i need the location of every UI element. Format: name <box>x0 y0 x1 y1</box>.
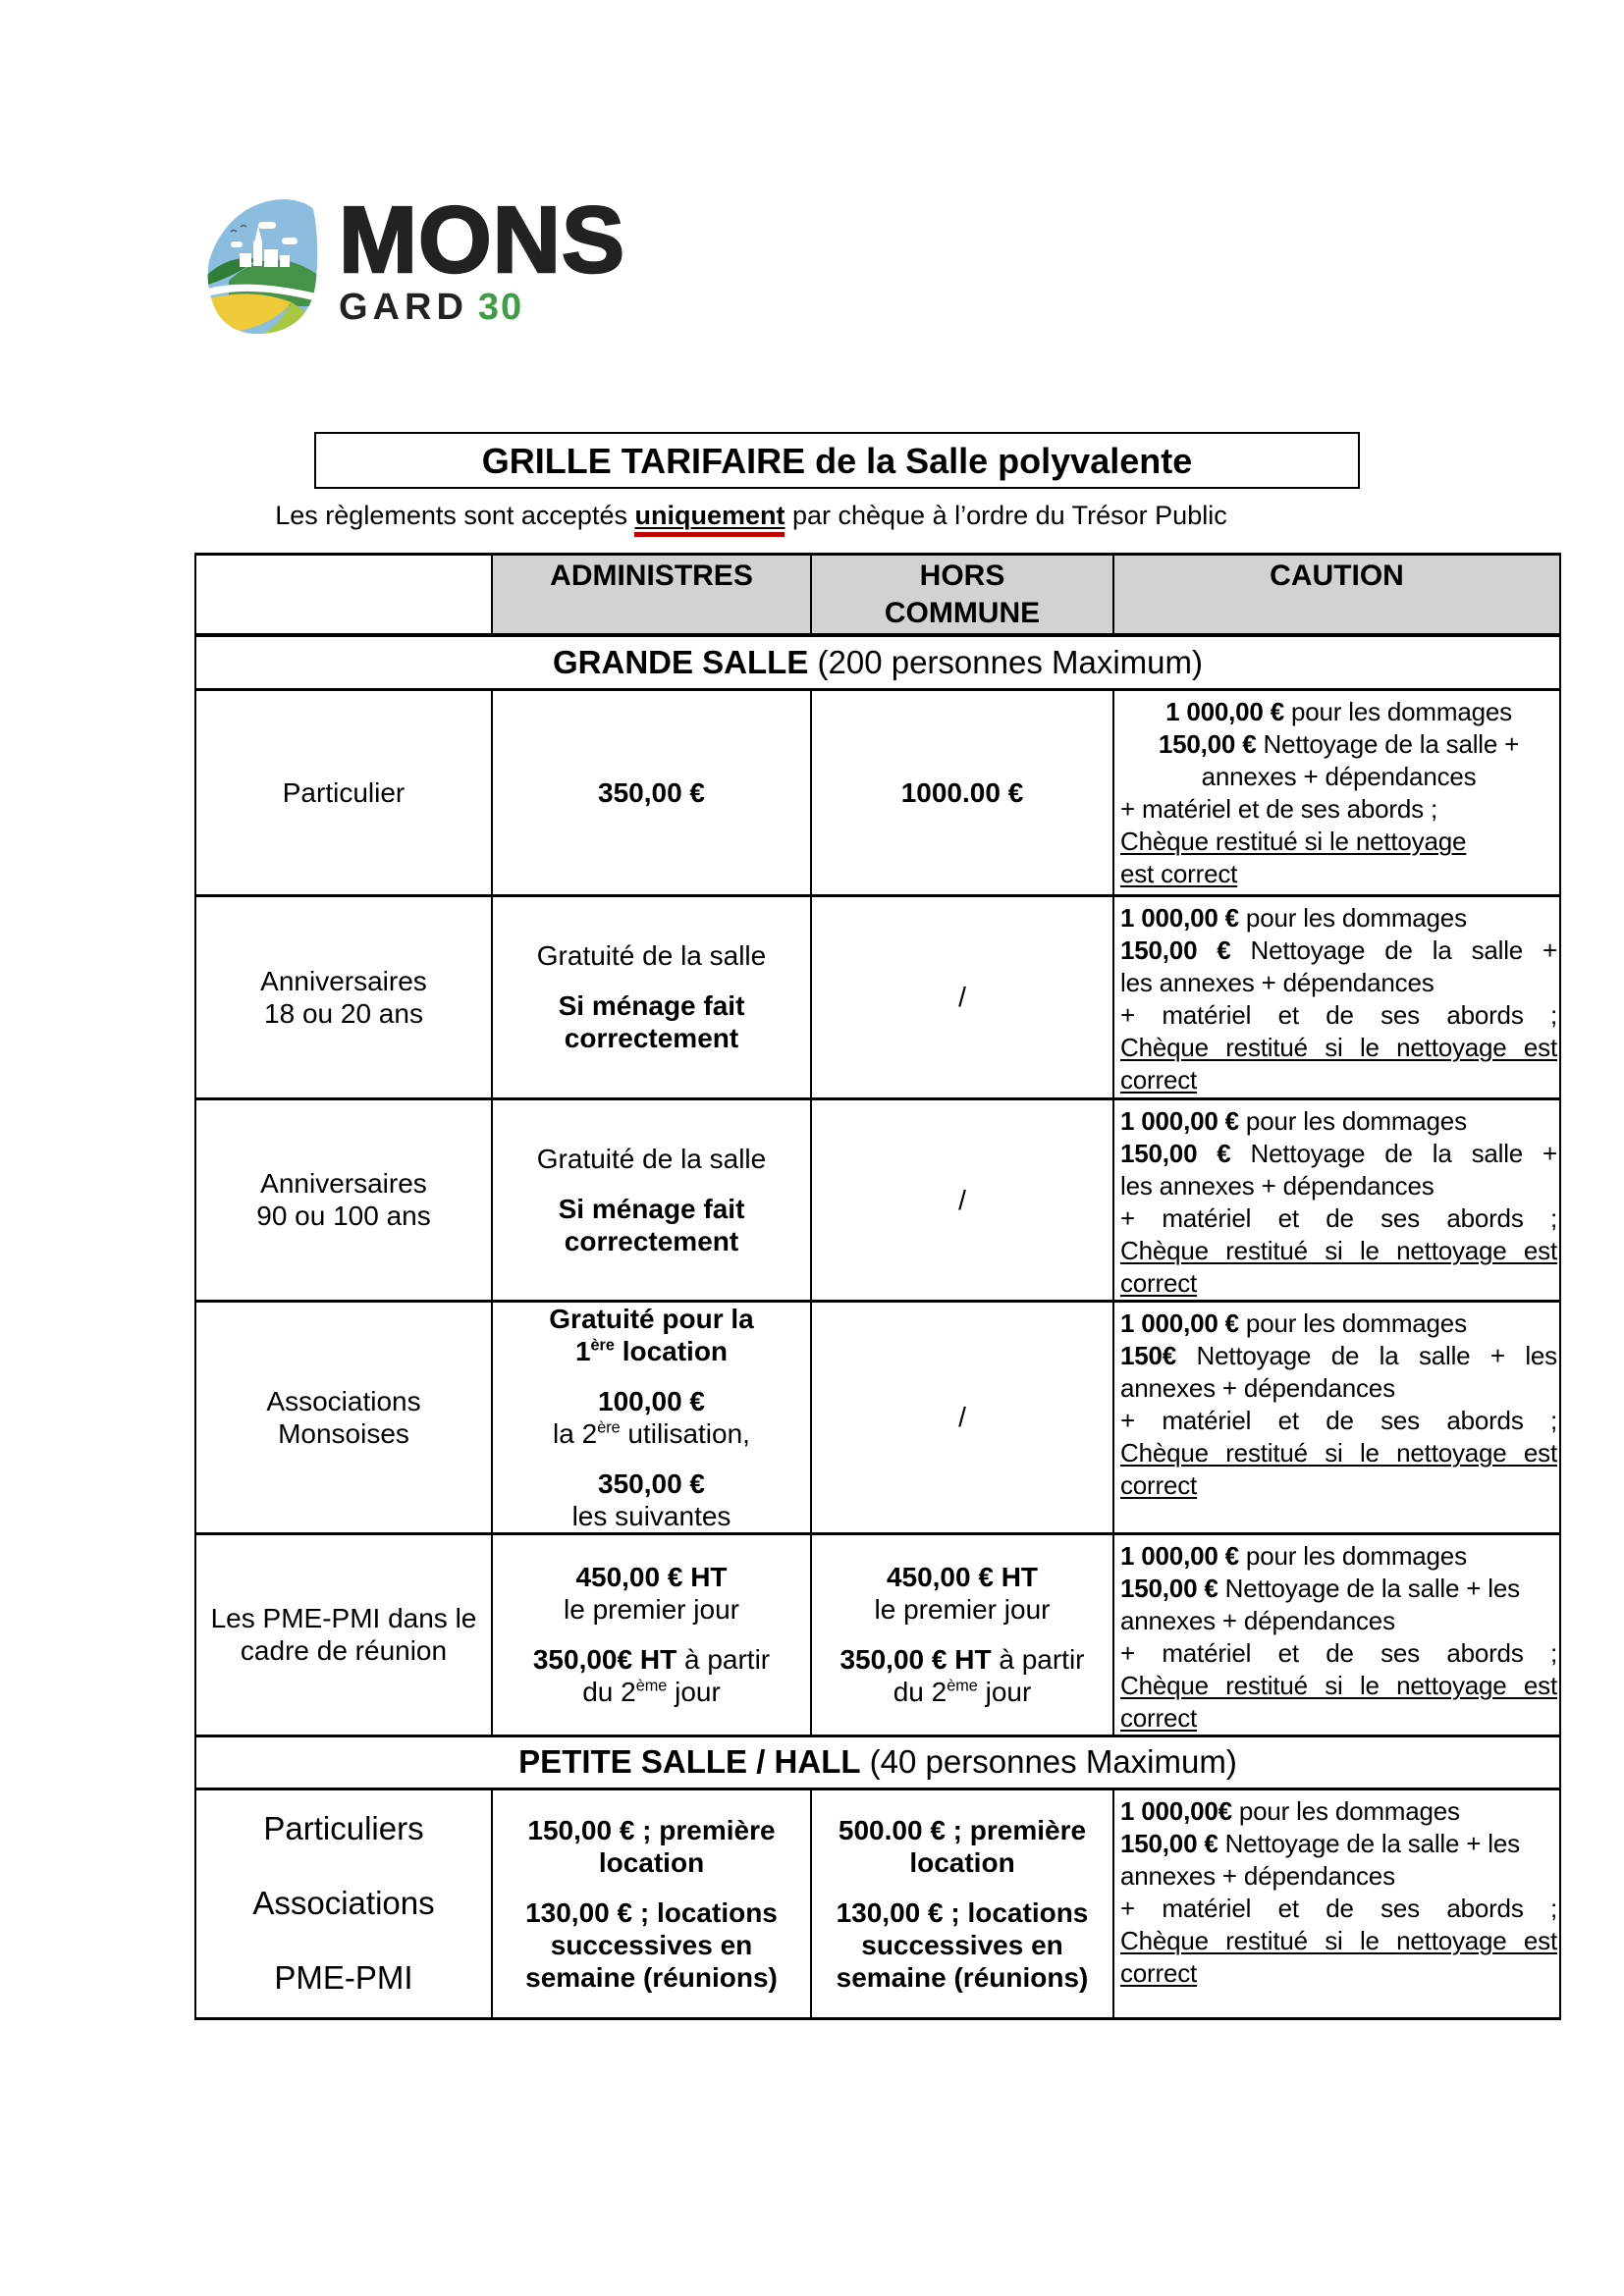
cell-grande-salle-1-hors-commune <box>811 895 1113 1098</box>
table-row <box>195 1098 1560 1301</box>
logo-department-number: 30 <box>477 287 524 328</box>
text-segment: Nettoyage de la salle + <box>1230 934 1558 965</box>
text-line <box>1120 696 1557 728</box>
text-segment: 150,00 € <box>1120 1828 1218 1858</box>
text-line: HORS <box>919 560 1005 592</box>
spacer <box>816 1626 1109 1643</box>
text-segment: Nettoyage de la salle + <box>1256 728 1520 759</box>
text-line <box>497 1961 806 1994</box>
spacer <box>200 1923 487 1941</box>
text-line <box>1120 1893 1557 1925</box>
text-segment: Nettoyage de la salle + les <box>1176 1340 1557 1370</box>
text-line <box>1120 1267 1557 1300</box>
text-line <box>497 939 806 972</box>
text-segment: utilisation, <box>620 1417 750 1449</box>
text-segment: 350,00€ HT <box>532 1644 677 1675</box>
text-line <box>497 1417 806 1450</box>
text-segment: Chèque restitué si le nettoyage est <box>1120 1032 1557 1062</box>
text-segment: GRANDE SALLE <box>553 643 809 680</box>
text-segment: à partir <box>991 1644 1085 1675</box>
text-line <box>1120 1032 1557 1064</box>
text-line <box>197 644 1558 681</box>
text-line <box>1120 934 1557 967</box>
text-segment: 1 000,00 € <box>1120 1308 1239 1338</box>
text-segment: pour les dommages <box>1283 696 1512 726</box>
text-segment: 150,00 € <box>1120 934 1231 965</box>
cell-grande-salle-2-caution <box>1113 1098 1560 1301</box>
text-segment: Nettoyage de la salle + les <box>1218 1573 1520 1603</box>
text-line <box>1120 1235 1557 1267</box>
mons-logo-graphic <box>201 196 321 335</box>
text-segment: 1 000,00 € <box>1165 696 1284 726</box>
text-segment: Associations <box>252 1885 435 1921</box>
text-line <box>497 1193 806 1225</box>
text-line: ADMINISTRES <box>550 560 753 592</box>
text-line <box>497 1335 806 1367</box>
text-segment: 1 000,00 € <box>1120 1540 1239 1571</box>
text-line <box>1120 1637 1557 1670</box>
text-line <box>816 1846 1109 1879</box>
text-segment: annexes + dépendances <box>1120 1605 1395 1635</box>
text-segment: / <box>958 982 966 1012</box>
text-line <box>497 1022 806 1054</box>
text-segment: 1 <box>574 1335 591 1366</box>
text-segment: Les PME-PMI dans le <box>210 1603 477 1633</box>
logo-wordmark <box>339 187 625 328</box>
text-line <box>497 1593 806 1626</box>
text-segment: correct <box>1120 1064 1198 1095</box>
page-title-box <box>314 432 1360 489</box>
text-line <box>497 1676 806 1708</box>
table-row <box>195 689 1560 895</box>
text-line <box>497 1143 806 1175</box>
text-segment: du 2 <box>893 1677 947 1707</box>
text-line <box>497 776 806 809</box>
payment-note-post: par chèque à l’ordre du Trésor Public <box>785 501 1227 530</box>
text-segment: 150,00 € <box>1158 728 1257 759</box>
text-segment: Gratuité de la salle <box>536 940 767 971</box>
text-segment: les annexes + dépendances <box>1120 967 1435 997</box>
text-segment: la 2 <box>553 1417 598 1449</box>
cell-grande-salle-2-category <box>195 1098 492 1301</box>
table-row <box>195 1301 1560 1533</box>
text-line <box>816 1561 1109 1593</box>
text-segment: Nettoyage de la salle + <box>1230 1138 1558 1168</box>
text-line <box>497 1561 806 1593</box>
text-line <box>200 1167 487 1200</box>
text-segment: Chèque restitué si le nettoyage est <box>1120 1925 1557 1955</box>
text-line <box>1120 1573 1557 1605</box>
text-segment: Chèque restitué si le nettoyage <box>1120 826 1467 856</box>
text-line <box>1120 902 1557 934</box>
text-segment: les annexes + dépendances <box>1120 1170 1435 1201</box>
text-segment: 1 000,00 € <box>1120 1105 1239 1136</box>
text-line <box>816 776 1109 809</box>
text-line <box>816 1401 1109 1433</box>
text-segment: + matériel et de ses abords ; <box>1120 1202 1557 1233</box>
text-segment: Nettoyage de la salle + les <box>1218 1828 1520 1858</box>
text-segment: semaine (réunions) <box>525 1961 778 1993</box>
cell-grande-salle-4-caution <box>1113 1533 1560 1735</box>
text-segment: jour <box>977 1677 1032 1707</box>
text-segment: 150,00 € <box>1120 1573 1218 1603</box>
text-segment: 350,00 € <box>598 776 705 808</box>
spacer <box>497 1626 806 1643</box>
cell-grande-salle-1-category <box>195 895 492 1098</box>
cell-grande-salle-4-hors-commune <box>811 1533 1113 1735</box>
text-line <box>1120 1372 1557 1405</box>
text-segment: 350,00 € HT <box>839 1644 992 1675</box>
text-line <box>1120 1469 1557 1502</box>
text-line <box>497 1896 806 1929</box>
text-segment: annexes + dépendances <box>1120 1372 1395 1403</box>
cell-grande-salle-0-administres <box>492 689 811 895</box>
text-line <box>1120 1828 1557 1860</box>
text-segment: correct <box>1120 1469 1198 1500</box>
text-segment: correctement <box>564 1023 739 1053</box>
text-line <box>816 1896 1109 1929</box>
text-line <box>1120 1957 1557 1990</box>
text-line <box>1120 1202 1557 1235</box>
section-header-grande-salle <box>195 635 1560 689</box>
text-line <box>1120 1605 1557 1637</box>
text-line <box>497 1643 806 1676</box>
text-segment: le premier jour <box>564 1594 739 1625</box>
spacer <box>497 1175 806 1193</box>
spacer <box>497 1367 806 1385</box>
text-segment: cadre de réunion <box>240 1635 448 1666</box>
text-segment: Si ménage fait <box>558 1193 745 1224</box>
text-line <box>1120 1064 1557 1096</box>
text-line <box>200 965 487 997</box>
cell-grande-salle-2-administres <box>492 1098 811 1301</box>
column-header-hors-commune <box>811 555 1113 636</box>
text-line <box>1120 1795 1557 1828</box>
payment-note-emphasis: uniquement <box>634 501 785 537</box>
cell-grande-salle-3-caution <box>1113 1301 1560 1533</box>
text-segment: ère <box>597 1418 621 1437</box>
text-segment: 350,00 € <box>598 1468 705 1499</box>
cell-grande-salle-1-caution <box>1113 895 1560 1098</box>
text-segment: Anniversaires <box>260 1168 427 1199</box>
text-segment: + matériel et de ses abords ; <box>1120 1637 1557 1668</box>
text-segment: correct <box>1120 1957 1198 1988</box>
spacer <box>200 1866 487 1884</box>
cell-grande-salle-0-hors-commune <box>811 689 1113 895</box>
spacer <box>200 1848 487 1866</box>
text-line <box>816 1961 1109 1994</box>
text-segment: 150,00 € ; première <box>527 1814 776 1845</box>
text-line: COMMUNE <box>884 597 1041 629</box>
text-line <box>1120 1340 1557 1372</box>
column-header-category <box>195 555 492 636</box>
text-line <box>497 1225 806 1257</box>
cell-petite-salle-0-caution <box>1113 1789 1560 2018</box>
text-line <box>200 1958 487 1998</box>
text-line <box>1120 1670 1557 1702</box>
text-line <box>1120 826 1557 858</box>
text-line <box>1120 1860 1557 1893</box>
text-line <box>1120 1170 1557 1202</box>
text-line <box>497 1846 806 1879</box>
spacer <box>200 1941 487 1958</box>
text-segment: les suivantes <box>571 1500 731 1531</box>
text-segment: correctement <box>564 1225 739 1256</box>
text-segment: / <box>958 1402 966 1432</box>
cell-petite-salle-0-category <box>195 1789 492 2018</box>
text-segment: (200 personnes Maximum) <box>808 643 1203 680</box>
cell-petite-salle-0-administres <box>492 1789 811 2018</box>
text-segment: Gratuité pour la <box>549 1303 754 1334</box>
text-segment: 130,00 € ; locations <box>836 1896 1089 1928</box>
text-segment: correct <box>1120 1702 1198 1733</box>
payment-note <box>167 499 1335 532</box>
text-line <box>1120 1702 1557 1735</box>
text-segment: + matériel et de ses abords ; <box>1120 999 1557 1030</box>
table-row <box>195 895 1560 1098</box>
text-line <box>816 981 1109 1013</box>
text-segment: 150,00 € <box>1120 1138 1231 1168</box>
text-line <box>816 1184 1109 1216</box>
cell-grande-salle-3-category <box>195 1301 492 1533</box>
text-line <box>816 1814 1109 1846</box>
text-segment: successives en <box>861 1929 1063 1960</box>
text-segment: 1 000,00€ <box>1120 1795 1232 1826</box>
text-segment: ème <box>947 1677 978 1695</box>
text-segment: successives en <box>550 1929 753 1960</box>
spacer <box>497 1450 806 1468</box>
spacer <box>497 1879 806 1896</box>
payment-note-pre: Les règlements sont acceptés <box>275 501 635 530</box>
text-line <box>200 776 487 809</box>
text-line <box>1120 1925 1557 1957</box>
text-segment: location <box>614 1335 729 1366</box>
text-line <box>497 1468 806 1500</box>
text-line <box>497 1500 806 1532</box>
text-line <box>200 1417 487 1450</box>
text-segment: Chèque restitué si le nettoyage est <box>1120 1235 1557 1265</box>
text-segment: Gratuité de la salle <box>536 1143 767 1174</box>
text-line <box>1120 967 1557 999</box>
text-segment: 1 000,00 € <box>1120 902 1239 933</box>
text-line <box>1120 793 1557 826</box>
text-segment: correct <box>1120 1267 1198 1298</box>
text-segment: Anniversaires <box>260 965 427 996</box>
text-segment: Si ménage fait <box>558 990 745 1021</box>
text-segment: du 2 <box>582 1677 636 1707</box>
text-segment: + matériel et de ses abords ; <box>1120 1893 1557 1923</box>
text-segment: + matériel et de ses abords ; <box>1120 793 1437 824</box>
text-segment: est correct <box>1120 858 1238 888</box>
tariff-table <box>194 553 1561 2020</box>
text-segment: pour les dommages <box>1231 1795 1460 1826</box>
text-segment: ère <box>590 1336 615 1355</box>
text-line <box>1120 1437 1557 1469</box>
text-line <box>200 1200 487 1232</box>
text-segment: Particuliers <box>263 1810 424 1846</box>
text-line <box>497 1929 806 1961</box>
text-line: CAUTION <box>1270 560 1404 592</box>
text-segment: jour <box>667 1677 721 1707</box>
text-line <box>816 1593 1109 1626</box>
text-segment: (40 personnes Maximum) <box>860 1743 1237 1780</box>
section-header-petite-salle <box>195 1735 1560 1789</box>
cell-grande-salle-1-administres <box>492 895 811 1098</box>
text-line <box>200 1884 487 1923</box>
cell-grande-salle-4-category <box>195 1533 492 1735</box>
text-segment: 130,00 € ; locations <box>525 1896 778 1928</box>
cell-grande-salle-3-administres <box>492 1301 811 1533</box>
section-row-petite-salle <box>195 1735 1560 1789</box>
text-segment: le premier jour <box>874 1594 1051 1625</box>
text-line <box>200 997 487 1030</box>
text-segment: à partir <box>677 1644 771 1675</box>
text-segment: location <box>598 1846 705 1878</box>
logo-name: MONS <box>339 187 625 293</box>
cell-grande-salle-4-administres <box>492 1533 811 1735</box>
section-row-grande-salle <box>195 635 1560 689</box>
text-line <box>1120 1105 1557 1138</box>
text-segment: ème <box>635 1677 668 1695</box>
text-segment: 90 ou 100 ans <box>256 1201 431 1231</box>
text-line <box>1120 728 1557 761</box>
text-segment: annexes + dépendances <box>1201 761 1477 791</box>
text-segment: Particulier <box>282 776 406 808</box>
table-header-row <box>195 555 1560 636</box>
text-segment: 150€ <box>1120 1340 1177 1370</box>
text-line <box>1120 1138 1557 1170</box>
text-line <box>497 1814 806 1846</box>
table-row <box>195 1789 1560 2018</box>
text-line <box>200 1602 487 1634</box>
cell-grande-salle-2-hors-commune <box>811 1098 1113 1301</box>
text-segment: Chèque restitué si le nettoyage est <box>1120 1437 1557 1468</box>
text-line <box>497 1303 806 1335</box>
text-line <box>1120 1540 1557 1573</box>
text-line <box>1120 761 1557 793</box>
text-line <box>1120 1308 1557 1340</box>
logo-department: GARD <box>339 287 468 328</box>
text-line <box>1120 1405 1557 1437</box>
text-segment: 100,00 € <box>598 1385 705 1416</box>
text-line <box>200 1809 487 1848</box>
text-line <box>816 1643 1109 1676</box>
text-line <box>1120 999 1557 1032</box>
text-line <box>816 1676 1109 1708</box>
spacer <box>497 972 806 989</box>
text-segment: pour les dommages <box>1238 902 1467 933</box>
text-segment: pour les dommages <box>1238 1308 1467 1338</box>
text-line <box>200 1385 487 1417</box>
text-segment: 450,00 € HT <box>886 1562 1039 1592</box>
spacer <box>816 1879 1109 1896</box>
text-line <box>200 1634 487 1667</box>
cell-petite-salle-0-hors-commune <box>811 1789 1113 2018</box>
text-line <box>497 1385 806 1417</box>
text-line <box>497 989 806 1022</box>
text-segment: PME-PMI <box>274 1959 413 1996</box>
text-segment: Chèque restitué si le nettoyage est <box>1120 1670 1557 1700</box>
text-segment: 1000.00 € <box>900 776 1024 808</box>
text-segment: 450,00 € HT <box>575 1562 728 1592</box>
text-segment: PETITE SALLE / HALL <box>518 1743 861 1780</box>
text-segment: location <box>909 1846 1015 1878</box>
cell-grande-salle-0-category <box>195 689 492 895</box>
text-segment: pour les dommages <box>1238 1540 1467 1571</box>
table-row <box>195 1533 1560 1735</box>
text-segment: annexes + dépendances <box>1120 1860 1395 1891</box>
text-segment: Monsoises <box>278 1417 409 1449</box>
logo-subtitle <box>339 287 625 328</box>
column-header-administres <box>492 555 811 636</box>
page-title: GRILLE TARIFAIRE de la Salle polyvalente <box>481 441 1193 481</box>
text-segment: + matériel et de ses abords ; <box>1120 1405 1557 1435</box>
text-segment: / <box>958 1184 966 1215</box>
cell-grande-salle-0-caution <box>1113 689 1560 895</box>
text-segment: semaine (réunions) <box>836 1961 1089 1993</box>
text-segment: 500.00 € ; première <box>838 1814 1087 1845</box>
text-line <box>816 1929 1109 1961</box>
text-segment: pour les dommages <box>1238 1105 1467 1136</box>
mons-logo <box>201 187 625 335</box>
text-segment: Associations <box>266 1385 421 1416</box>
cell-grande-salle-3-hors-commune <box>811 1301 1113 1533</box>
column-header-caution <box>1113 555 1560 636</box>
text-line <box>197 1743 1558 1781</box>
text-line <box>1120 858 1557 890</box>
text-segment: 18 ou 20 ans <box>264 997 423 1029</box>
